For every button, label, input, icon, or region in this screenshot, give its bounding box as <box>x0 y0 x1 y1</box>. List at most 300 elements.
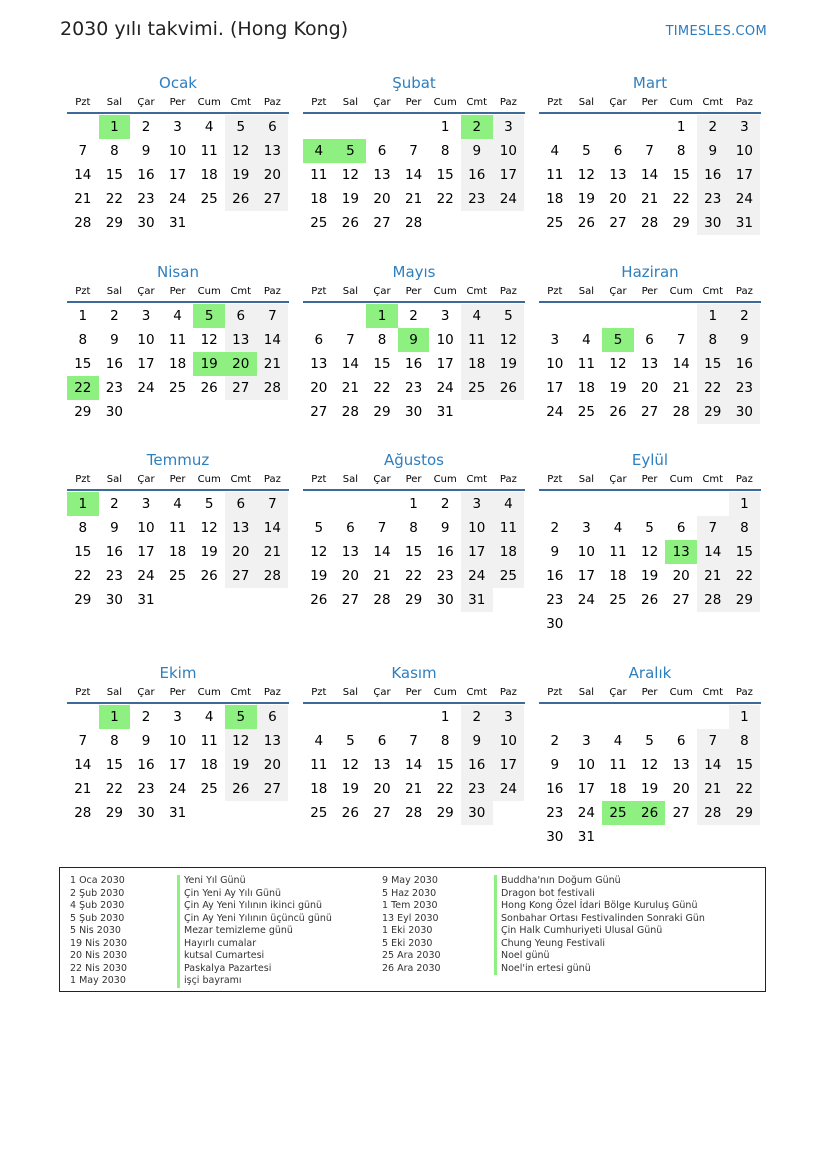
month-block <box>539 662 761 849</box>
day-cell: 14 <box>257 516 289 540</box>
month-block <box>67 72 289 235</box>
day-grid <box>67 304 289 424</box>
day-cell: 3 <box>493 115 525 139</box>
day-cell: 18 <box>493 540 525 564</box>
day-cell: 31 <box>168 805 187 821</box>
legend-date: 4 Şub 2030 <box>70 900 125 911</box>
holiday-day-cell: 5 <box>193 304 225 328</box>
day-cell: 30 <box>137 215 155 231</box>
legend-dates-right <box>382 875 441 975</box>
day-cell: 17 <box>137 544 155 560</box>
day-cell: 15 <box>74 544 92 560</box>
day-cell: 2 <box>697 115 729 139</box>
day-cell: 11 <box>577 356 595 372</box>
day-cell: 11 <box>609 544 627 560</box>
day-cell: 3 <box>141 496 151 512</box>
holiday-day-cell: 1 <box>99 115 131 139</box>
day-cell: 7 <box>409 143 418 159</box>
day-cell: 11 <box>310 167 328 183</box>
weekday-label: Çar <box>137 474 155 485</box>
day-cell: 28 <box>74 215 92 231</box>
month-name: Mayıs <box>392 263 436 281</box>
weekday-label: Cmt <box>702 97 724 108</box>
day-cell: 12 <box>341 167 359 183</box>
day-cell: 8 <box>377 332 387 348</box>
day-cell: 27 <box>373 805 391 821</box>
day-cell: 29 <box>404 592 423 608</box>
day-cell: 20 <box>640 380 659 396</box>
day-cell: 21 <box>640 191 659 207</box>
day-cell: 29 <box>105 215 123 231</box>
legend-date: 13 Eyl 2030 <box>382 912 439 924</box>
day-cell: 24 <box>137 380 155 396</box>
day-cell: 20 <box>373 191 391 207</box>
weekday-label: Paz <box>263 474 281 485</box>
day-cell: 25 <box>310 805 328 821</box>
month-block <box>539 261 761 424</box>
month-name: Ekim <box>159 664 197 682</box>
day-cell: 12 <box>341 757 359 773</box>
day-cell: 16 <box>697 163 729 187</box>
day-cell: 5 <box>314 520 324 536</box>
empty-cell <box>571 705 603 729</box>
legend-date: 22 Nis 2030 <box>70 962 127 974</box>
legend-holiday-name: Sonbahar Ortası Festivalinden Sonraki Gün <box>494 913 705 926</box>
day-cell: 15 <box>74 356 92 372</box>
weekday-label: Pzt <box>311 474 327 485</box>
weekday-label: Sal <box>342 474 359 485</box>
day-cell: 30 <box>404 404 423 420</box>
legend-holiday-name: Çin Halk Cumhuriyeti Ulusal Günü <box>494 925 705 938</box>
day-grid <box>303 705 525 825</box>
weekday-label: Cum <box>669 97 693 108</box>
month-name: Kasım <box>391 664 437 682</box>
month-name: Şubat <box>392 74 436 92</box>
day-cell: 28 <box>404 215 423 231</box>
day-cell: 12 <box>577 167 595 183</box>
month-name: Mart <box>632 74 668 92</box>
day-cell: 24 <box>729 187 761 211</box>
day-cell: 20 <box>257 163 289 187</box>
day-cell: 24 <box>577 592 595 608</box>
day-cell: 24 <box>546 404 564 420</box>
day-cell: 23 <box>461 777 493 801</box>
legend-date: 5 Haz 2030 <box>382 887 437 899</box>
day-cell: 10 <box>461 516 493 540</box>
weekday-label: Pzt <box>547 286 563 297</box>
day-cell: 27 <box>225 376 257 400</box>
day-cell: 1 <box>729 492 761 516</box>
day-cell: 1 <box>729 705 761 729</box>
day-grid <box>539 115 761 235</box>
day-cell: 19 <box>310 568 328 584</box>
weekday-label: Per <box>405 687 422 698</box>
holiday-day-cell: 5 <box>335 139 367 163</box>
day-cell: 17 <box>168 757 187 773</box>
day-grid <box>67 115 289 235</box>
day-cell: 21 <box>697 777 729 801</box>
empty-cell <box>602 705 634 729</box>
weekday-label: Paz <box>735 97 753 108</box>
day-cell: 10 <box>493 139 525 163</box>
day-cell: 9 <box>697 139 729 163</box>
day-cell: 15 <box>105 757 123 773</box>
day-cell: 30 <box>105 592 123 608</box>
day-cell: 16 <box>137 757 155 773</box>
day-cell: 7 <box>697 729 729 753</box>
day-cell: 9 <box>110 520 119 536</box>
day-cell: 4 <box>314 733 324 749</box>
day-cell: 1 <box>697 304 729 328</box>
day-cell: 13 <box>257 139 289 163</box>
day-cell: 12 <box>609 356 627 372</box>
weekday-label: Cum <box>669 286 693 297</box>
day-cell: 10 <box>168 143 187 159</box>
weekday-label: Paz <box>263 97 281 108</box>
weekday-label: Cmt <box>230 687 252 698</box>
weekday-label: Çar <box>373 474 391 485</box>
day-cell: 14 <box>697 540 729 564</box>
weekday-label: Cum <box>197 687 221 698</box>
day-cell: 19 <box>341 191 359 207</box>
weekday-label: Per <box>405 474 422 485</box>
day-cell: 9 <box>729 328 761 352</box>
month-name: Ağustos <box>384 451 444 469</box>
day-cell: 3 <box>550 332 560 348</box>
day-cell: 12 <box>640 757 659 773</box>
day-cell: 2 <box>550 733 560 749</box>
holiday-day-cell: 5 <box>602 328 634 352</box>
weekday-label: Sal <box>106 687 123 698</box>
empty-cell <box>665 304 697 328</box>
day-cell: 27 <box>310 404 328 420</box>
weekday-label: Cum <box>197 286 221 297</box>
weekday-label: Pzt <box>75 687 91 698</box>
day-cell: 7 <box>257 304 289 328</box>
day-cell: 29 <box>729 801 761 825</box>
weekday-label: Cmt <box>702 286 724 297</box>
weekday-label: Pzt <box>311 286 327 297</box>
day-cell: 21 <box>341 380 359 396</box>
day-cell: 25 <box>461 376 493 400</box>
holiday-day-cell: 9 <box>398 328 430 352</box>
day-cell: 5 <box>645 520 654 536</box>
day-cell: 8 <box>697 328 729 352</box>
day-cell: 18 <box>546 191 564 207</box>
day-cell: 15 <box>436 757 454 773</box>
legend-holiday-name: Çin Ay Yeni Yılının üçüncü günü <box>177 913 332 926</box>
empty-cell <box>539 304 571 328</box>
day-cell: 9 <box>550 757 560 773</box>
day-cell: 24 <box>168 191 187 207</box>
day-cell: 14 <box>672 356 690 372</box>
day-cell: 8 <box>676 143 686 159</box>
day-cell: 16 <box>546 568 564 584</box>
day-cell: 12 <box>493 328 525 352</box>
legend-names-left <box>177 875 332 988</box>
site-link[interactable]: TIMESLES.COM <box>665 24 767 39</box>
month-name: Temmuz <box>146 451 210 469</box>
day-cell: 14 <box>640 167 659 183</box>
empty-cell <box>366 705 398 729</box>
day-cell: 30 <box>546 829 564 845</box>
legend-date: 9 May 2030 <box>382 875 438 886</box>
day-cell: 6 <box>257 705 289 729</box>
day-cell: 13 <box>373 757 391 773</box>
day-cell: 11 <box>546 167 564 183</box>
day-cell: 21 <box>697 564 729 588</box>
day-cell: 2 <box>409 308 418 324</box>
weekday-label: Cmt <box>466 474 488 485</box>
day-cell: 10 <box>493 729 525 753</box>
day-cell: 3 <box>582 733 591 749</box>
weekday-label: Çar <box>373 97 391 108</box>
holiday-day-cell: 22 <box>67 376 99 400</box>
day-cell: 14 <box>373 544 391 560</box>
day-cell: 25 <box>168 568 187 584</box>
holiday-day-cell: 20 <box>225 352 257 376</box>
day-cell: 29 <box>436 805 454 821</box>
day-cell: 27 <box>672 592 690 608</box>
page-title: 2030 yılı takvimi. (Hong Kong) <box>60 18 349 40</box>
empty-cell <box>303 115 335 139</box>
day-cell: 6 <box>314 332 324 348</box>
legend-date: 2 Şub 2030 <box>70 887 125 899</box>
legend-date: 5 Şub 2030 <box>70 912 125 924</box>
weekday-label: Per <box>169 474 186 485</box>
day-cell: 10 <box>729 139 761 163</box>
weekday-label: Çar <box>609 286 627 297</box>
day-cell: 13 <box>257 729 289 753</box>
day-cell: 29 <box>729 588 761 612</box>
weekday-label: Pzt <box>75 474 91 485</box>
day-cell: 25 <box>310 215 328 231</box>
legend-holiday-name: Paskalya Pazartesi <box>177 963 332 976</box>
weekday-label: Çar <box>373 286 391 297</box>
empty-cell <box>634 705 666 729</box>
day-cell: 23 <box>137 781 155 797</box>
month-block <box>67 662 289 825</box>
weekday-label: Cum <box>433 474 457 485</box>
holiday-day-cell: 19 <box>193 352 225 376</box>
day-grid <box>67 705 289 825</box>
day-cell: 23 <box>404 380 423 396</box>
day-cell: 13 <box>310 356 328 372</box>
legend-holiday-name: Noel'in ertesi günü <box>494 963 705 976</box>
day-cell: 7 <box>257 492 289 516</box>
day-cell: 13 <box>609 167 627 183</box>
day-cell: 4 <box>204 709 214 725</box>
day-cell: 17 <box>729 163 761 187</box>
day-cell: 8 <box>729 729 761 753</box>
empty-cell <box>571 304 603 328</box>
day-cell: 27 <box>609 215 627 231</box>
day-cell: 16 <box>105 544 123 560</box>
day-cell: 19 <box>609 380 627 396</box>
weekday-label: Pzt <box>75 97 91 108</box>
day-cell: 10 <box>137 332 155 348</box>
day-cell: 28 <box>640 215 659 231</box>
day-cell: 4 <box>493 492 525 516</box>
day-cell: 15 <box>373 356 391 372</box>
day-cell: 4 <box>613 733 623 749</box>
day-cell: 6 <box>257 115 289 139</box>
day-cell: 27 <box>373 215 391 231</box>
day-cell: 26 <box>577 215 595 231</box>
day-cell: 20 <box>672 568 690 584</box>
empty-cell <box>571 492 603 516</box>
day-cell: 23 <box>546 592 564 608</box>
day-cell: 3 <box>173 119 182 135</box>
weekday-header <box>539 686 761 704</box>
day-cell: 15 <box>729 540 761 564</box>
day-cell: 26 <box>609 404 627 420</box>
holiday-day-cell: 26 <box>634 801 666 825</box>
day-cell: 9 <box>440 520 450 536</box>
day-cell: 15 <box>436 167 454 183</box>
day-cell: 17 <box>436 356 454 372</box>
holiday-day-cell: 13 <box>665 540 697 564</box>
day-cell: 11 <box>200 143 218 159</box>
weekday-label: Per <box>169 97 186 108</box>
holiday-day-cell: 1 <box>67 492 99 516</box>
weekday-label: Sal <box>578 286 595 297</box>
day-cell: 25 <box>577 404 595 420</box>
holiday-day-cell: 25 <box>602 801 634 825</box>
holiday-day-cell: 1 <box>366 304 398 328</box>
weekday-label: Cum <box>433 97 457 108</box>
day-cell: 4 <box>173 308 182 324</box>
month-name: Ocak <box>159 74 197 92</box>
day-cell: 24 <box>493 187 525 211</box>
legend-holiday-name: Dragon bot festivali <box>494 888 705 901</box>
day-cell: 3 <box>729 115 761 139</box>
day-cell: 31 <box>137 592 155 608</box>
legend-holiday-name: Hayırlı cumalar <box>177 938 332 951</box>
weekday-label: Cum <box>433 687 457 698</box>
empty-cell <box>697 492 729 516</box>
day-cell: 27 <box>225 564 257 588</box>
empty-cell <box>602 304 634 328</box>
day-cell: 16 <box>404 356 423 372</box>
day-cell: 13 <box>640 356 659 372</box>
empty-cell <box>335 492 367 516</box>
day-cell: 15 <box>105 167 123 183</box>
day-cell: 24 <box>168 781 187 797</box>
day-cell: 14 <box>341 356 359 372</box>
day-cell: 19 <box>200 544 218 560</box>
day-cell: 7 <box>78 143 88 159</box>
day-cell: 6 <box>346 520 355 536</box>
weekday-label: Paz <box>263 286 281 297</box>
month-block <box>539 72 761 235</box>
day-cell: 2 <box>141 709 151 725</box>
day-cell: 28 <box>373 592 391 608</box>
empty-cell <box>539 115 571 139</box>
day-cell: 21 <box>404 781 423 797</box>
day-cell: 8 <box>78 332 88 348</box>
day-cell: 22 <box>105 191 123 207</box>
day-cell: 16 <box>461 163 493 187</box>
month-block <box>303 662 525 825</box>
day-cell: 16 <box>729 352 761 376</box>
weekday-header <box>303 96 525 114</box>
weekday-label: Cum <box>197 474 221 485</box>
weekday-label: Pzt <box>311 97 327 108</box>
day-cell: 2 <box>141 119 151 135</box>
weekday-header <box>539 96 761 114</box>
day-cell: 12 <box>225 729 257 753</box>
day-cell: 27 <box>257 187 289 211</box>
day-cell: 31 <box>461 588 493 612</box>
day-cell: 2 <box>110 308 119 324</box>
day-cell: 7 <box>645 143 654 159</box>
day-cell: 20 <box>672 781 690 797</box>
empty-cell <box>634 115 666 139</box>
day-cell: 29 <box>105 805 123 821</box>
weekday-label: Çar <box>609 474 627 485</box>
day-cell: 31 <box>729 211 761 235</box>
weekday-label: Cmt <box>466 286 488 297</box>
day-cell: 8 <box>729 516 761 540</box>
legend-holiday-name: Çin Yeni Ay Yılı Günü <box>177 888 332 901</box>
empty-cell <box>335 115 367 139</box>
month-block <box>67 449 289 612</box>
day-cell: 24 <box>577 805 595 821</box>
weekday-label: Çar <box>137 286 155 297</box>
day-cell: 26 <box>225 777 257 801</box>
empty-cell <box>335 304 367 328</box>
day-cell: 7 <box>78 733 88 749</box>
holiday-day-cell: 1 <box>99 705 131 729</box>
weekday-header <box>67 96 289 114</box>
day-cell: 18 <box>310 781 328 797</box>
day-cell: 14 <box>404 167 423 183</box>
day-cell: 12 <box>225 139 257 163</box>
day-cell: 8 <box>440 733 450 749</box>
day-cell: 13 <box>672 757 690 773</box>
day-cell: 26 <box>225 187 257 211</box>
weekday-label: Paz <box>499 687 517 698</box>
month-block <box>303 449 525 612</box>
weekday-label: Sal <box>578 474 595 485</box>
day-cell: 20 <box>310 380 328 396</box>
weekday-label: Paz <box>735 474 753 485</box>
weekday-header <box>67 686 289 704</box>
weekday-label: Paz <box>735 687 753 698</box>
day-cell: 2 <box>461 705 493 729</box>
day-cell: 21 <box>373 568 391 584</box>
day-cell: 10 <box>137 520 155 536</box>
day-cell: 14 <box>697 753 729 777</box>
day-cell: 13 <box>341 544 359 560</box>
day-cell: 9 <box>141 733 151 749</box>
day-cell: 31 <box>577 829 595 845</box>
legend-date: 25 Ara 2030 <box>382 950 441 961</box>
day-cell: 30 <box>697 211 729 235</box>
day-cell: 19 <box>640 568 659 584</box>
day-cell: 31 <box>168 215 187 231</box>
day-cell: 29 <box>697 400 729 424</box>
day-cell: 4 <box>204 119 214 135</box>
day-cell: 20 <box>225 540 257 564</box>
day-cell: 30 <box>137 805 155 821</box>
weekday-label: Çar <box>609 97 627 108</box>
day-cell: 9 <box>110 332 119 348</box>
day-cell: 26 <box>640 592 659 608</box>
day-cell: 18 <box>310 191 328 207</box>
legend-date: 19 Nis 2030 <box>70 937 127 949</box>
